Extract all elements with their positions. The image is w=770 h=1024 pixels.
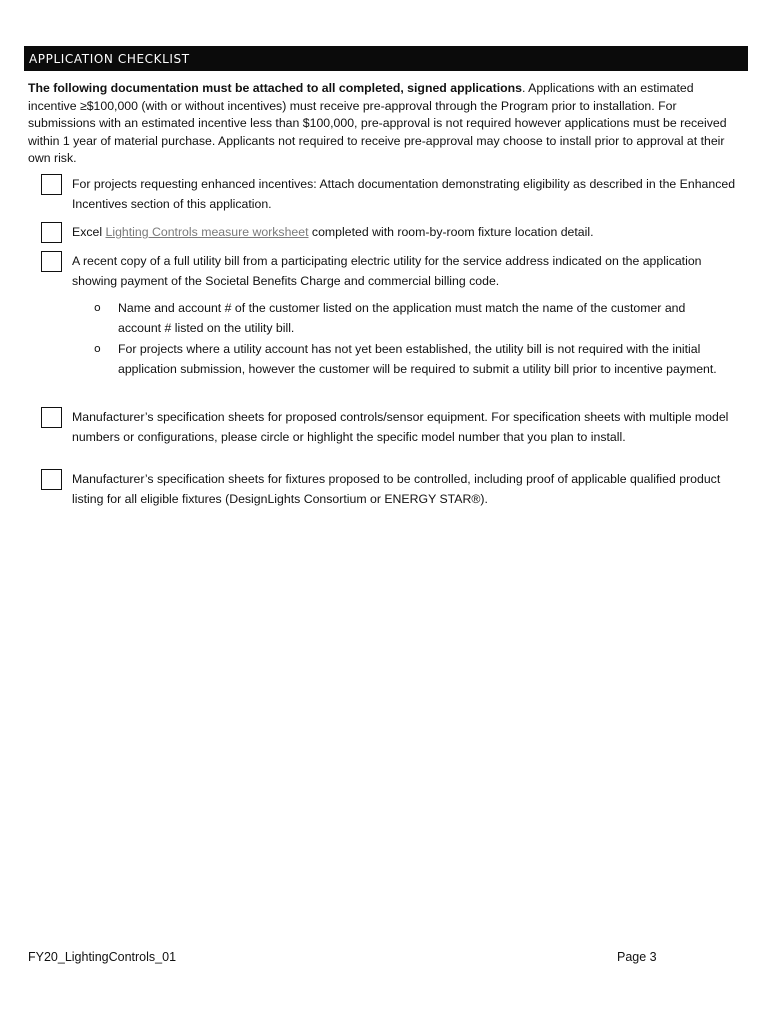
intro-text: . Applications with an estimated incentive ≥$100,000 (with or without incentives) must receive pre-approval through the Program prior to installation. For submissions with an estimated incentive less than $100,000, pre-approval is not required however applications must be received within 1 year of material purchase. Applicants not required to receive pre-approval may choose to install prior to approval at their own risk. — [28, 81, 727, 165]
worksheet-suffix: completed with room-by-room fixture location detail. — [308, 225, 594, 239]
intro-paragraph — [28, 80, 744, 168]
checkbox[interactable] — [41, 251, 62, 272]
bullet-marker: o — [94, 342, 101, 355]
checklist-item-text: Manufacturer’s specification sheets for fixtures proposed to be controlled, including proof of applicable qualified product listing for all eligible fixtures (DesignLights Consortium or ENERGY STAR®). — [72, 472, 721, 506]
checkbox[interactable] — [41, 222, 62, 243]
worksheet-prefix: Excel — [72, 225, 106, 239]
section-title: APPLICATION CHECKLIST — [29, 51, 190, 66]
checklist-item-text — [72, 222, 740, 242]
sub-bullet-text: Name and account # of the customer listed on the application must match the name of the customer and account # listed on the utility bill. — [118, 301, 686, 335]
checkbox[interactable] — [41, 469, 62, 490]
checkbox[interactable] — [41, 407, 62, 428]
sub-bullet-text: For projects where a utility account has not yet been established, the utility bill is not required with the initial application submission, however the customer will be required to submit a utility bill prior to incentive payment. — [118, 342, 717, 376]
bullet-marker: o — [94, 301, 101, 314]
section-header — [24, 46, 748, 71]
checklist-item-text: For projects requesting enhanced incentives: Attach documentation demonstrating eligibility as described in the Enhanced Incentives section of this application. — [72, 177, 736, 211]
intro-bold-text: The following documentation must be attached to all completed, signed applications — [28, 81, 522, 95]
checkbox[interactable] — [41, 174, 62, 195]
footer-doc-id: FY20_LightingControls_01 — [28, 950, 177, 964]
worksheet-link[interactable]: Lighting Controls measure worksheet — [105, 225, 309, 239]
checklist-item-text: Manufacturer’s specification sheets for proposed controls/sensor equipment. For specification sheets with multiple model numbers or configurations, please circle or highlight the specific model number that you plan to install. — [72, 410, 729, 444]
checklist-item-text: A recent copy of a full utility bill from a participating electric utility for the service address indicated on the application showing payment of the Societal Benefits Charge and commercial billing code. — [72, 254, 702, 288]
footer-page-number: Page 3 — [617, 950, 657, 964]
